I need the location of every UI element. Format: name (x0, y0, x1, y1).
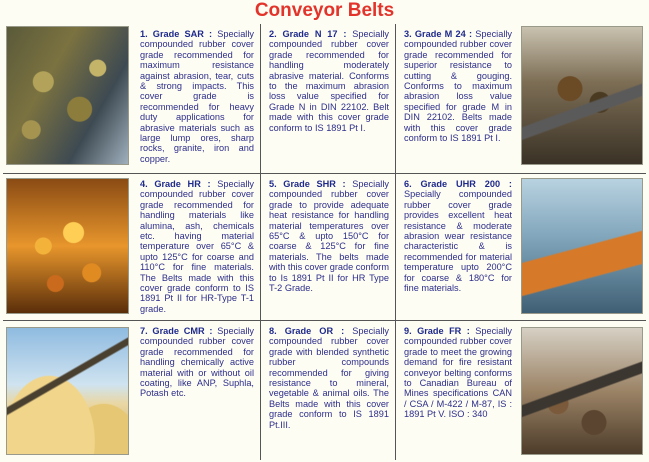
grade-fr-text: Specially compounded rubber cover grade to meet the growing demand for fire resistant conveyor belting conforms to Canadian Bureau of Mines specifications CAN / CSA / M-422 / M-87, IS : 1891 Pt V. ISO : 340 (404, 326, 512, 420)
grade-fr-title: 9. Grade FR : (404, 326, 470, 336)
photo-cell-cmr (3, 321, 132, 460)
conveyor-photo-hr (6, 178, 129, 314)
conveyor-photo-fr (521, 327, 643, 455)
grade-cmr-text: Specially compounded rubber cover grade recommended for handling chemically active material with or without oil coating, like ANP, Suphla, Potash etc. (140, 326, 254, 399)
grade-uhr-text: Specially compounded rubber cover grade provides excellent heat resistance & moderate abrasion wear resistance characteristic & is recommended for material temperature upto 200°C for coarse & 180°C for fine materials. (404, 189, 512, 294)
grade-shr (260, 174, 395, 321)
grade-shr-title: 5. Grade SHR : (269, 179, 346, 189)
grade-cmr-title: 7. Grade CMR : (140, 326, 213, 336)
conveyor-photo-m24 (521, 26, 643, 165)
conveyor-photo-sar (6, 26, 129, 165)
grade-n17-title: 2. Grade N 17 : (269, 29, 347, 39)
grade-hr-title: 4. Grade HR : (140, 179, 211, 189)
grade-or-text: Specially compounded rubber cover grade with blended synthetic rubber compounds recommended for giving resistance to mineral, vegetable & animal oils. The Belts made with this cover grade conform to IS 1891 Pt.III. (269, 326, 389, 430)
grade-hr (132, 174, 260, 321)
grade-m24 (395, 24, 518, 174)
grade-or (260, 321, 395, 460)
grade-sar (132, 24, 260, 174)
photo-cell-m24 (518, 24, 646, 174)
photo-cell-sar (3, 24, 132, 174)
grade-cmr (132, 321, 260, 460)
grade-uhr-title: 6. Grade UHR 200 : (404, 179, 512, 189)
photo-cell-uhr (518, 174, 646, 321)
grade-sar-text: Specially compounded rubber cover grade recommended for maximum resistance against abrasion, tear, cuts & strong impacts. This cover grade is recommended for heavy duty applications for abrasive materials such as large lump ores, sharp rocks, granite, iron and copper. (140, 29, 254, 164)
grade-uhr (395, 174, 518, 321)
grade-shr-text: Specially compounded rubber cover grade to provide adequate heat resistance for handling material temperatures over 65°C & upto 150°C for coarse & 125°C for fine materials. The belts made with this cover grade conform to Is 1891 Pt II for HR Type T-2 Grade. (269, 179, 389, 294)
page-title: Conveyor Belts (254, 0, 395, 21)
grade-sar-title: 1. Grade SAR : (140, 29, 213, 39)
conveyor-photo-uhr (521, 178, 643, 314)
grade-hr-text: Specially compounded rubber cover grade recommended for handling materials like alumina, ash, chemicals etc. having material temperature over 65°C & upto 125°C for coarse and 110°C for fine materials. The Belts made with this cover grade conform to IS 1891 Pt II for HR-Type T-1 grade. (140, 179, 255, 314)
photo-cell-hr (3, 174, 132, 321)
grade-n17-text: Specially compounded rubber cover grade recommended for handling moderately abrasive material. Conforms to the maximum abrasion loss value specified for Grade N in DIN 22102. Belt made with this cover grade conform to IS 1891 Pt I. (269, 29, 389, 133)
grade-fr (395, 321, 518, 460)
grade-m24-text: Specially compounded rubber cover grade recommended for superior resistance to cutting & gouging. Conforms to maximum abrasion loss value specified for grade M in DIN 22102. Belts made with this cover grade conform to IS 1891 Pt I. (404, 29, 512, 144)
grade-m24-title: 3. Grade M 24 : (404, 29, 473, 39)
conveyor-photo-cmr (6, 327, 129, 455)
photo-cell-fr (518, 321, 646, 460)
grade-or-title: 8. Grade OR : (269, 326, 345, 336)
grade-grid (3, 24, 646, 460)
grade-n17 (260, 24, 395, 174)
